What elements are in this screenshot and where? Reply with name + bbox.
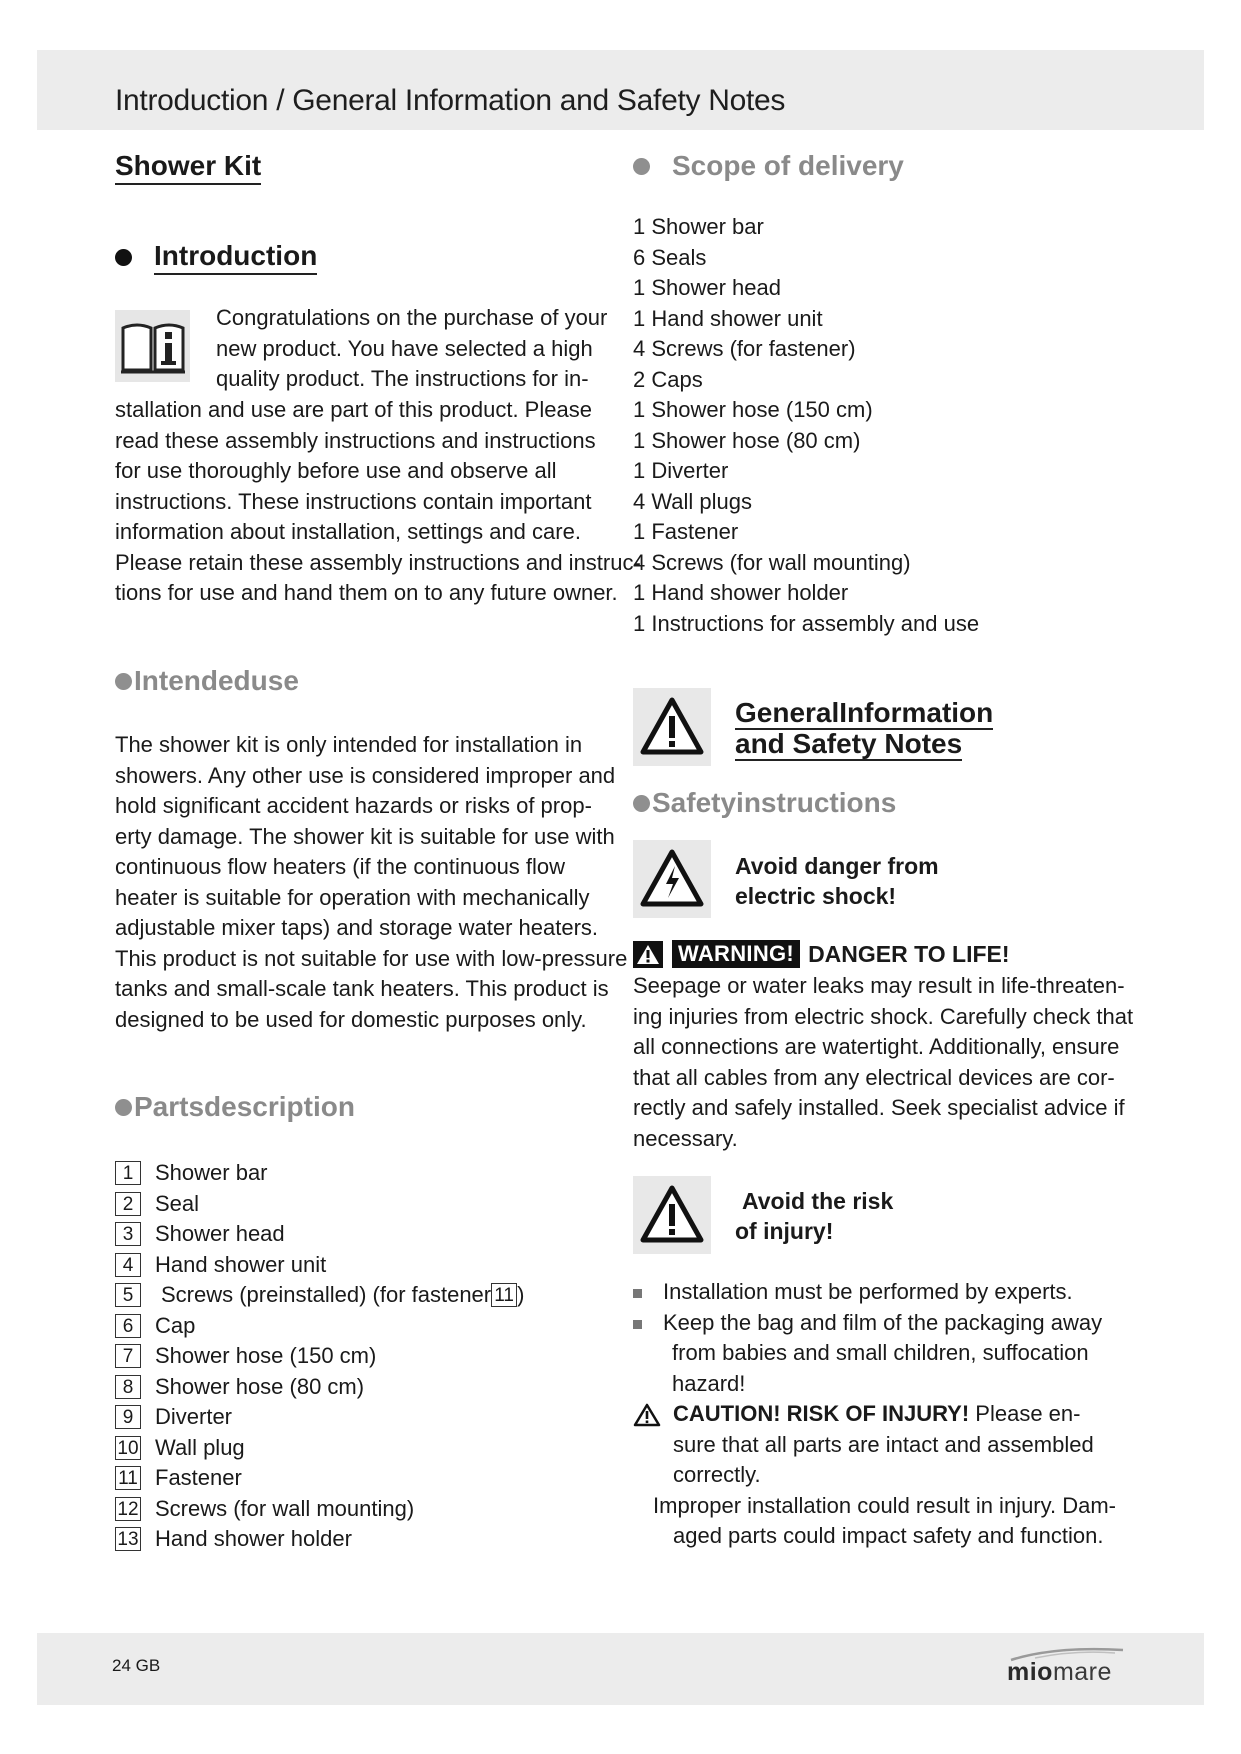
info-book-icon (115, 310, 190, 382)
list-item: 6 Seals (633, 244, 707, 270)
electric-shock-icon (633, 840, 711, 918)
bullet-dot-icon (633, 158, 650, 175)
list-item: 7 Shower hose (150 cm) (115, 1341, 524, 1372)
bullet-square-icon (633, 1320, 642, 1329)
safety-bullets (633, 1277, 1123, 1552)
list-item: 1 Shower hose (150 cm) (633, 397, 873, 422)
list-item: 10 Wall plug (115, 1433, 524, 1464)
list-item: 2 Caps (633, 366, 703, 392)
bullet-dot-icon (115, 673, 132, 690)
list-item: 1 Hand shower holder (633, 580, 849, 605)
list-item: 1 Shower bar (115, 1158, 524, 1189)
list-item: 9 Diverter (115, 1402, 524, 1433)
introduction-heading: Introduction (115, 240, 317, 275)
warning-small-icon (633, 941, 663, 968)
delivery-list (633, 212, 979, 639)
list-item: 1 Shower bar (633, 214, 764, 239)
intended-use-paragraph: The shower kit is only intended for installation in showers. Any other use is considered improper and hold significant accident hazards or risks of prop- erty damage. The shower kit is suitable for use with continuous flow heaters (if the continuous flow heater is suitable for operation with mechanically adjustable mixer taps) and storage water heaters. This product is not suitable for use with low-pressure tanks and small-scale tank heaters. This product is designed to be used for domestic purposes only. (115, 732, 628, 1032)
parts-list (115, 1158, 524, 1555)
improper-installation-text: Improper installation could result in injury. Dam- aged parts could impact safety and function. (653, 1492, 1116, 1548)
miomare-logo: miomare (1005, 1644, 1135, 1688)
intro-paragraph: stallation and use are part of this product. Please read these assembly instructions and instructions for use thoroughly before use and observe all instructions. These instructions contain important information about installation, settings and care. Please retain these assembly instructions and instruc- tions for use and hand them on to any future owner. (115, 397, 641, 605)
list-item: 5 Screws (preinstalled) (for fastener 11 ) (115, 1280, 524, 1311)
list-item: 13 Hand shower holder (115, 1524, 524, 1555)
list-item: 11 Fastener (115, 1463, 524, 1494)
list-item: 4 Screws (for fastener) (633, 336, 856, 361)
list-item: 1 Diverter (633, 458, 729, 483)
bullet-dot-icon (115, 249, 132, 266)
shower-kit-title: Shower Kit (115, 150, 261, 185)
list-item: 1 Instructions for assembly and use (633, 610, 980, 636)
safety-instructions-heading: Safetyinstructions (633, 787, 896, 819)
parts-description-heading: Partsdescription (115, 1091, 355, 1123)
warning-triangle-icon (633, 688, 711, 766)
list-item: 3 Shower head (115, 1219, 524, 1250)
warning-paragraph: Seepage or water leaks may result in life-threaten- ing injuries from electric shock. Carefully check that all connections are watertight. Additionally, ensure that all cables from any electrical devices are cor- rectly and safely installed. Seek specialist advice if necessary. (633, 973, 1134, 1151)
list-item: 1 Shower head (633, 275, 781, 300)
bullet-square-icon (633, 1289, 642, 1298)
list-item: 12 Screws (for wall mounting) (115, 1494, 524, 1525)
intended-use-heading: Intendeduse (115, 665, 299, 697)
list-item: 4 Hand shower unit (115, 1250, 524, 1281)
page-header-title: Introduction / General Information and Safety Notes (115, 84, 786, 117)
list-item: 4 Wall plugs (633, 488, 753, 514)
list-item: 1 Fastener (633, 519, 739, 544)
injury-heading: Avoid the risk of injury! (735, 1188, 894, 1244)
page-number: 24 GB (112, 1656, 161, 1675)
bullet-dot-icon (633, 795, 650, 812)
list-item: 2 Seal (115, 1189, 524, 1220)
list-item: Keep the bag and film of the packaging away from babies and small children, suffocation hazard! (633, 1308, 1123, 1400)
list-item: 1 Hand shower unit (633, 305, 823, 331)
list-item: 4 Screws (for wall mounting) (633, 549, 911, 575)
danger-label: DANGER TO LIFE! (808, 940, 1010, 967)
list-item: 1 Shower hose (80 cm) (633, 427, 861, 453)
electric-shock-heading: Avoid danger from electric shock! (735, 853, 939, 909)
bullet-dot-icon (115, 1099, 132, 1116)
warning-line (633, 940, 1010, 968)
list-item: 6 Cap (115, 1311, 524, 1342)
intro-paragraph-indented: Congratulations on the purchase of your new product. You have selected a high quality product. The instructions for in- (216, 305, 608, 391)
injury-warning-icon (633, 1176, 711, 1254)
list-item: 8 Shower hose (80 cm) (115, 1372, 524, 1403)
general-info-title: GeneralInformation and Safety Notes (735, 697, 994, 759)
caution-triangle-icon (633, 1403, 661, 1436)
scope-of-delivery-heading: Scope of delivery (633, 150, 904, 182)
warning-badge: WARNING! (672, 940, 800, 968)
caution-item: CAUTION! RISK OF INJURY! Please en- sure that all parts are intact and assembled correctly. (633, 1399, 1123, 1491)
list-item: Installation must be performed by experts. (633, 1277, 1123, 1308)
